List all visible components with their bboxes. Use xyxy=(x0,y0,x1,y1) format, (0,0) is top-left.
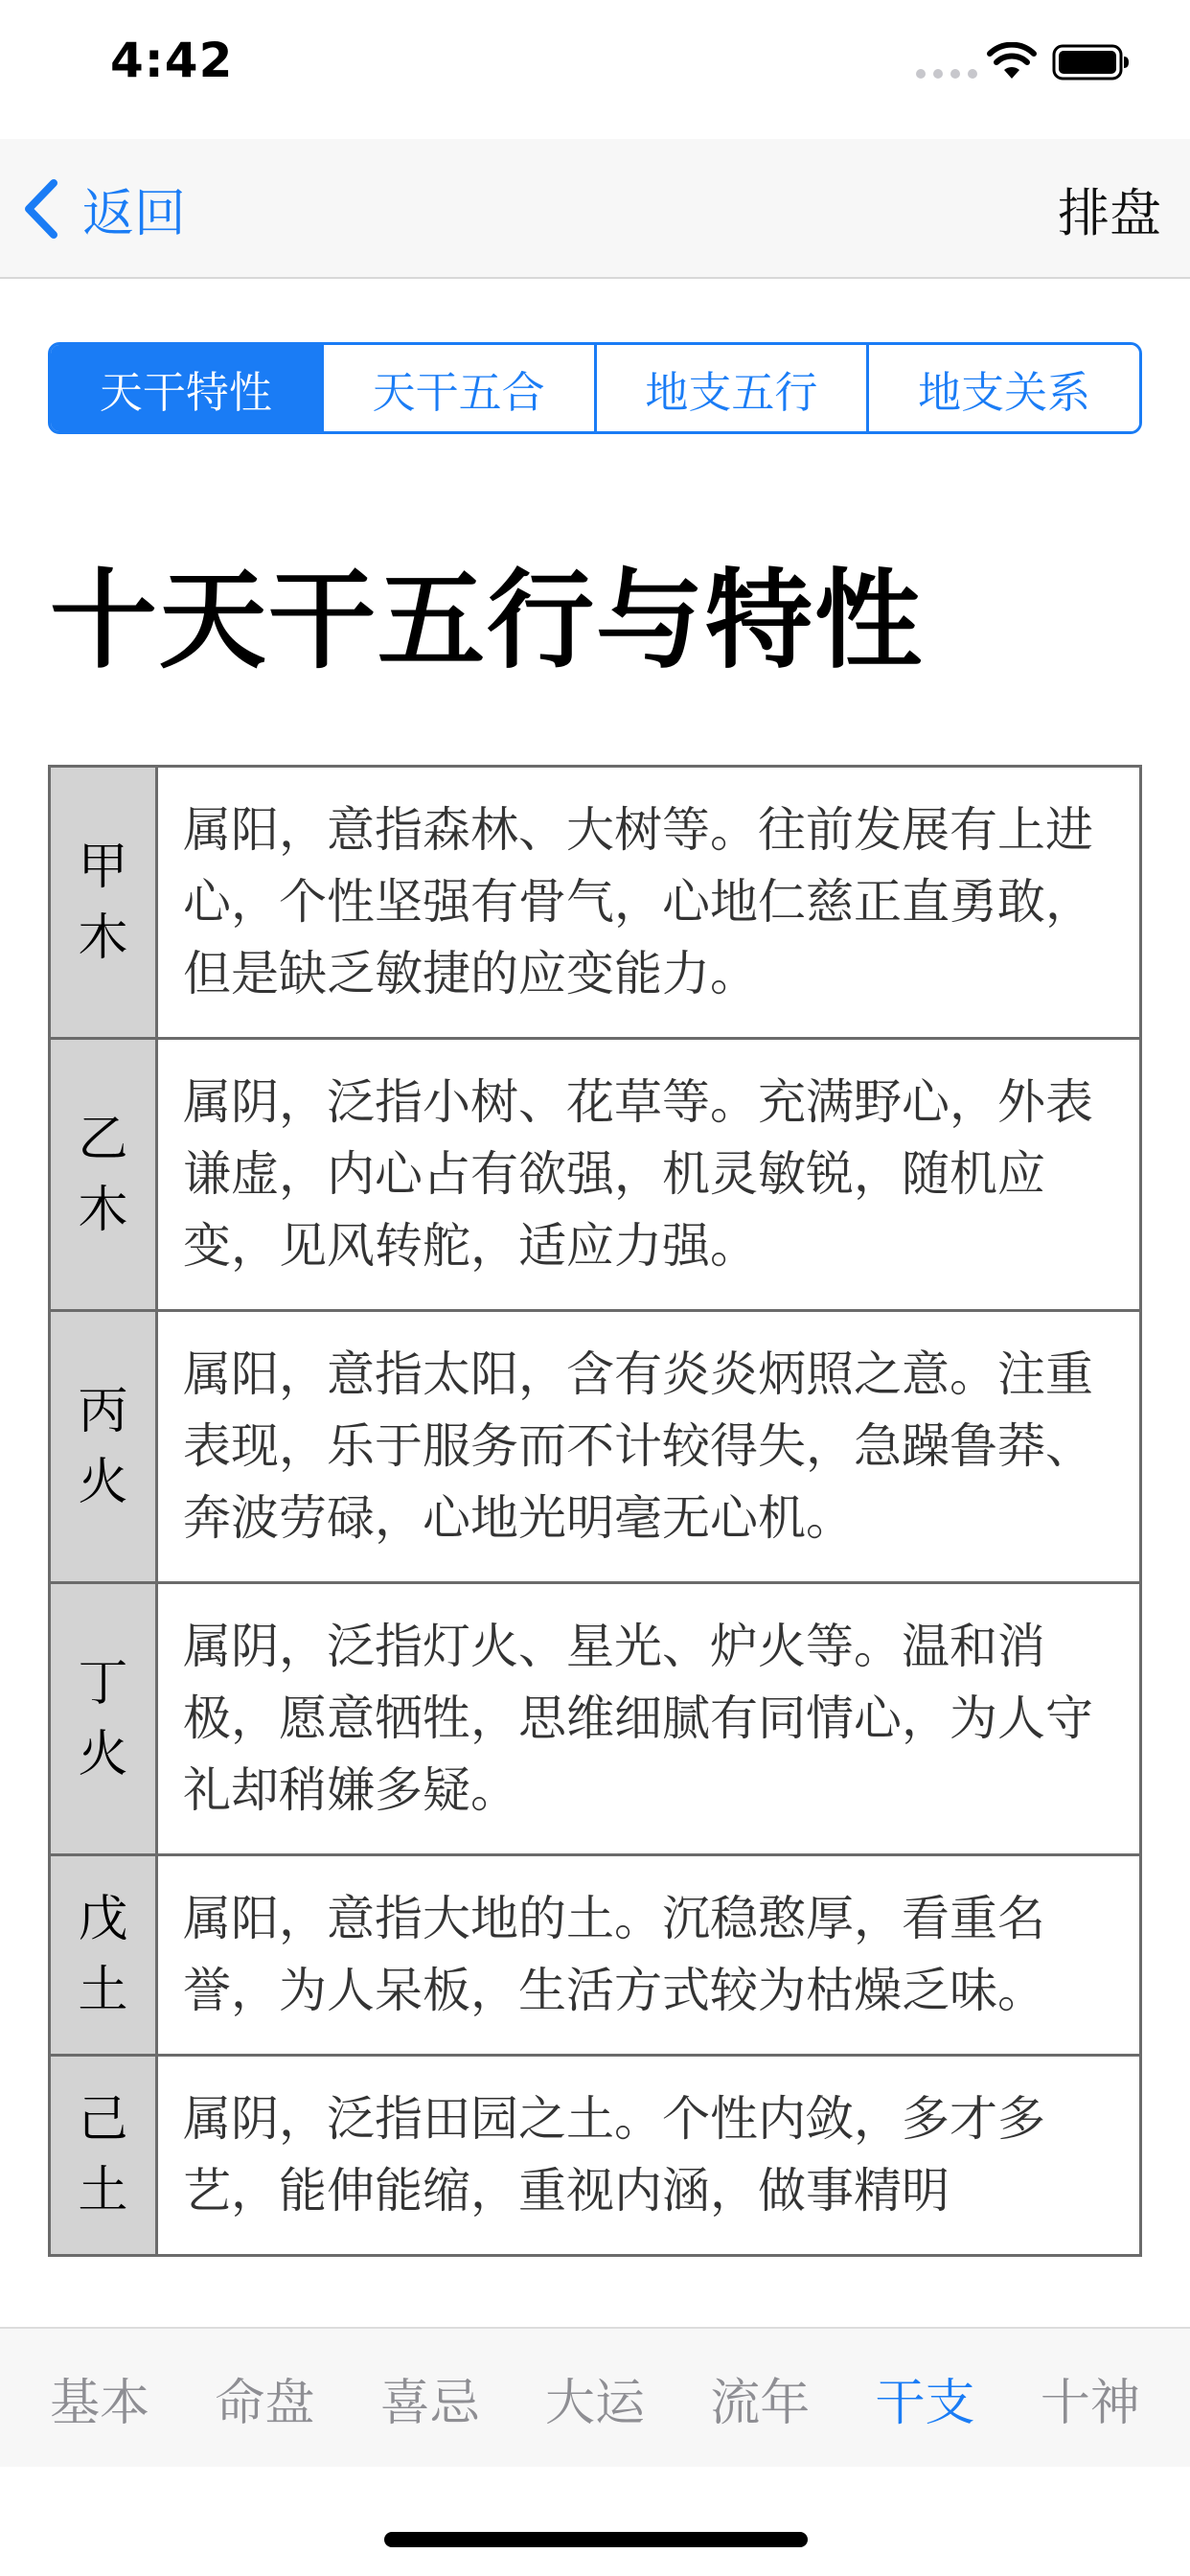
stem-label: 甲 木 xyxy=(50,767,157,1039)
status-time: 4:42 xyxy=(110,33,234,88)
table-row xyxy=(50,767,1141,1039)
segment-branch-relations[interactable]: 地支关系 xyxy=(866,345,1139,431)
tab-annual-luck[interactable]: 流年 xyxy=(710,2374,811,2432)
tab-basic[interactable]: 基本 xyxy=(50,2374,150,2432)
wifi-icon xyxy=(987,42,1037,80)
navigation-bar xyxy=(0,139,1190,279)
segment-branch-elements[interactable]: 地支五行 xyxy=(594,345,867,431)
tab-ten-gods[interactable]: 十神 xyxy=(1040,2374,1140,2432)
stem-label: 丁 火 xyxy=(50,1583,157,1855)
stem-label: 乙 木 xyxy=(50,1039,157,1311)
tab-bar xyxy=(0,2327,1190,2467)
back-label: 返回 xyxy=(82,182,186,243)
chart-layout-button[interactable]: 排盘 xyxy=(1058,182,1161,243)
stem-description: 属阳，意指森林、大树等。往前发展有上进心，个性坚强有骨气，心地仁慈正直勇敢，但是缺乏敏捷的应变能力。 xyxy=(157,767,1141,1039)
table-row xyxy=(50,1039,1141,1311)
tab-natal-chart[interactable]: 命盘 xyxy=(215,2374,315,2432)
segmented-control xyxy=(48,342,1142,434)
tab-stems-branches[interactable]: 干支 xyxy=(875,2374,975,2432)
segment-stem-traits[interactable]: 天干特性 xyxy=(51,345,321,431)
stems-table xyxy=(48,765,1142,2257)
stem-description: 属阴，泛指田园之土。个性内敛，多才多艺，能伸能缩，重视内涵，做事精明 xyxy=(157,2056,1141,2256)
stem-label: 己 土 xyxy=(50,2056,157,2256)
stem-description: 属阳，意指太阳，含有炎炎炳照之意。注重表现，乐于服务而不计较得失，急躁鲁莽、奔波劳碌，心地光明毫无心机。 xyxy=(157,1311,1141,1583)
tab-major-luck[interactable]: 大运 xyxy=(544,2374,645,2432)
stem-label: 戊 土 xyxy=(50,1855,157,2056)
stem-description: 属阴，泛指小树、花草等。充满野心，外表谦虚，内心占有欲强，机灵敏锐，随机应变，见风转舵，适应力强。 xyxy=(157,1039,1141,1311)
segment-stem-combinations[interactable]: 天干五合 xyxy=(321,345,594,431)
stem-description: 属阳，意指大地的土。沉稳憨厚，看重名誉，为人呆板，生活方式较为枯燥乏味。 xyxy=(157,1855,1141,2056)
table-row xyxy=(50,1311,1141,1583)
stem-label: 丙 火 xyxy=(50,1311,157,1583)
home-indicator xyxy=(384,2532,808,2547)
battery-icon xyxy=(1052,44,1131,80)
status-bar xyxy=(0,0,1190,139)
signal-dots-icon xyxy=(916,69,977,79)
chevron-left-icon xyxy=(21,177,61,241)
table-row xyxy=(50,1855,1141,2056)
stem-description: 属阴，泛指灯火、星光、炉火等。温和消极，愿意牺牲，思维细腻有同情心，为人守礼却稍嫌多疑。 xyxy=(157,1583,1141,1855)
table-row xyxy=(50,2056,1141,2256)
back-button[interactable] xyxy=(21,175,186,242)
tab-favorable[interactable]: 喜忌 xyxy=(379,2374,480,2432)
page-title: 十天干五行与特性 xyxy=(50,559,924,683)
stems-table-scroll[interactable] xyxy=(48,765,1142,2327)
table-row xyxy=(50,1583,1141,1855)
